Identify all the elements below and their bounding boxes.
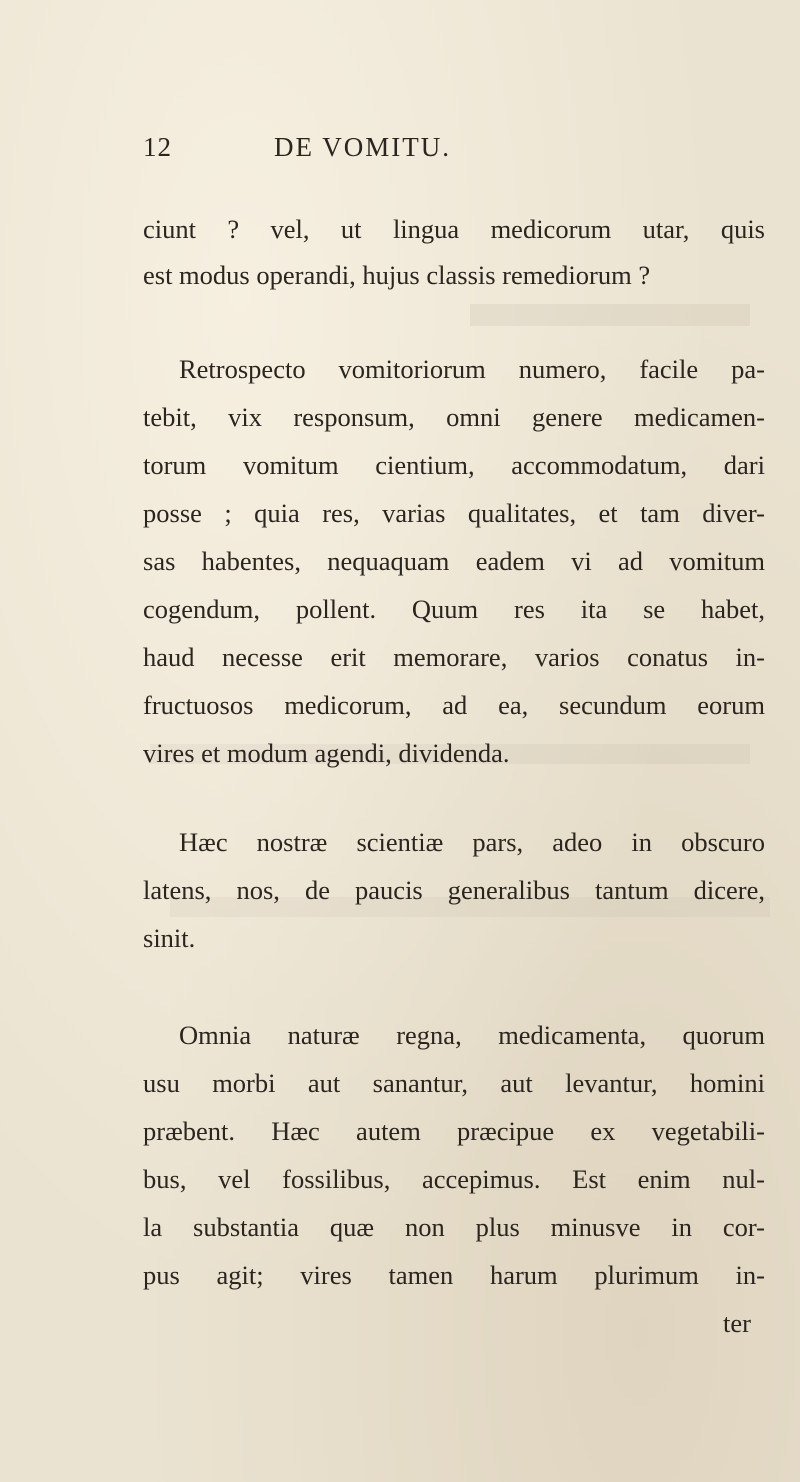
text-line: torum vomitum cientium, accommodatum, dari [143,450,765,480]
catchword: ter [723,1308,751,1338]
text-line: sas habentes, nequaquam eadem vi ad vomitum [143,546,765,576]
text-line: tebit, vix responsum, omni genere medicamen- [143,402,765,432]
page-header [0,132,800,172]
text-line: est modus operandi, hujus classis remediorum ? [143,260,651,290]
text-line: Omnia naturæ regna, medicamenta, quorum [179,1020,765,1050]
text-line: la substantia quæ non plus minusve in cor- [143,1212,765,1242]
text-line: fructuosos medicorum, ad ea, secundum eorum [143,690,765,720]
text-line: latens, nos, de paucis generalibus tantum dicere, [143,875,765,905]
text-line: sinit. [143,923,196,953]
running-title: DE VOMITU. [274,132,451,162]
text-line: posse ; quia res, varias qualitates, et tam diver- [143,498,765,528]
page-number: 12 [143,132,172,162]
text-line: bus, vel fossilibus, accepimus. Est enim nul- [143,1164,765,1194]
text-line: usu morbi aut sanantur, aut levantur, homini [143,1068,765,1098]
text-line: vires et modum agendi, dividenda. [143,738,510,768]
text-line: Retrospecto vomitoriorum numero, facile pa- [179,354,765,384]
text-line: haud necesse erit memorare, varios conatus in- [143,642,765,672]
text-line: cogendum, pollent. Quum res ita se habet, [143,594,765,624]
text-line: pus agit; vires tamen harum plurimum in- [143,1260,765,1290]
text-line: Hæc nostræ scientiæ pars, adeo in obscuro [179,827,765,857]
text-line: ciunt ? vel, ut lingua medicorum utar, quis [143,214,765,244]
text-line: præbent. Hæc autem præcipue ex vegetabili- [143,1116,765,1146]
bleed-through-mark [470,304,750,326]
